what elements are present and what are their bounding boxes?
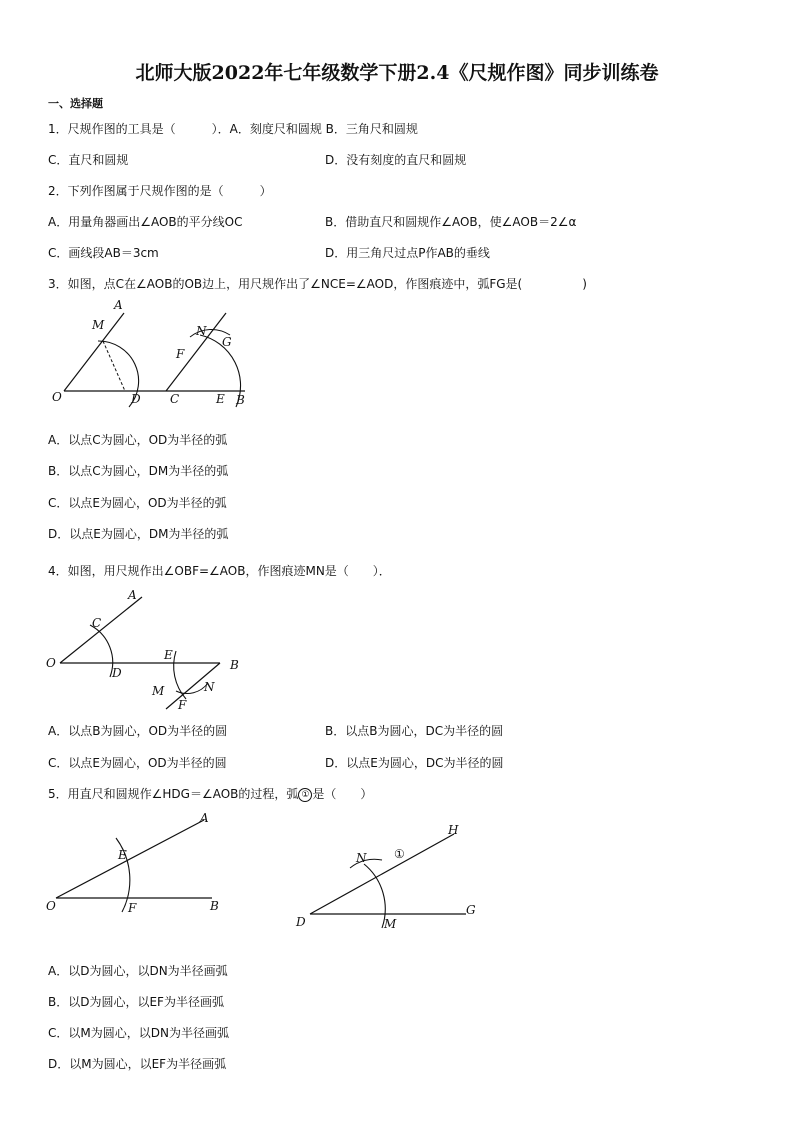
q2-option-b: B．借助直尺和圆规作∠AOB，使∠AOB＝2∠α — [325, 215, 577, 229]
q5-option-c: C．以M为圆心，以DN为半径画弧 — [48, 1026, 229, 1040]
q4-label-d: D — [112, 666, 122, 680]
q1-option-d: D．没有刻度的直尺和圆规 — [325, 153, 467, 167]
q4-label-f: F — [178, 698, 187, 712]
q2-option-a: A．用量角器画出∠AOB的平分线OC — [48, 215, 243, 229]
q5-stem-text: 5．用直尺和圆规作∠HDG＝∠AOB的过程，弧 — [48, 787, 299, 801]
q3-option-b: B．以点C为圆心，DM为半径的弧 — [48, 464, 229, 478]
q5-stem-end: 是（ ） — [312, 787, 373, 801]
q4-label-m: M — [152, 684, 165, 698]
q4-figure — [40, 585, 260, 720]
q5-left-label-f: F — [128, 901, 137, 915]
q5-figure-right — [290, 818, 490, 933]
section-heading: 一、选择题 — [48, 97, 103, 110]
q4-option-a: A．以点B为圆心，OD为半径的圆 — [48, 724, 228, 738]
q5-left-label-e: E — [118, 848, 127, 862]
q5-figure-left — [40, 808, 240, 923]
q5-option-a: A．以D为圆心，以DN为半径画弧 — [48, 964, 228, 978]
q5-left-label-o: O — [46, 899, 56, 913]
q2-option-d: D．用三角尺过点P作AB的垂线 — [325, 246, 490, 260]
arc-1-mark: ① — [298, 788, 312, 802]
q4-stem: 4．如图，用尺规作出∠OBF=∠AOB，作图痕迹MN是（ ）． — [48, 564, 391, 578]
q4-label-o: O — [46, 656, 56, 670]
q5-right-label-g: G — [466, 903, 476, 917]
q4-label-a: A — [128, 588, 137, 602]
q3-option-a: A．以点C为圆心，OD为半径的弧 — [48, 433, 228, 447]
q4-label-e: E — [164, 648, 173, 662]
q4-label-c: C — [92, 616, 102, 630]
q3-label-a: A — [114, 298, 123, 312]
q5-option-b: B．以D为圆心，以EF为半径画弧 — [48, 995, 224, 1009]
q4-label-b: B — [230, 658, 239, 672]
q5-right-label-n: N — [356, 851, 367, 865]
q3-label-f: F — [176, 347, 185, 361]
q3-label-b: B — [236, 393, 245, 407]
q3-label-d: D — [131, 392, 141, 406]
q3-label-c: C — [170, 392, 180, 406]
q3-label-o: O — [52, 390, 62, 404]
q3-label-g: G — [222, 335, 232, 349]
q3-label-m: M — [92, 318, 105, 332]
q5-right-label-d: D — [296, 915, 306, 929]
q1-option-c: C．直尺和圆规 — [48, 153, 129, 167]
q4-option-d: D．以点E为圆心，DC为半径的圆 — [325, 756, 504, 770]
q5-right-label-m: M — [384, 917, 397, 931]
q4-label-n: N — [204, 680, 215, 694]
q3-label-e: E — [216, 392, 225, 406]
q3-figure — [40, 295, 260, 415]
q3-label-n: N — [196, 324, 207, 338]
page-title: 北师大版2022年七年级数学下册2.4《尺规作图》同步训练卷 — [135, 62, 659, 84]
q5-stem — [48, 785, 372, 802]
q4-option-b: B．以点B为圆心，DC为半径的圆 — [325, 724, 504, 738]
q5-option-d: D．以M为圆心，以EF为半径画弧 — [48, 1057, 227, 1071]
q3-stem: 3．如图，点C在∠AOB的OB边上，用尺规作出了∠NCE=∠AOD，作图痕迹中，弧FG是( ) — [48, 277, 587, 291]
q5-left-label-a: A — [200, 811, 209, 825]
q1-stem: 1．尺规作图的工具是（ ）．A．刻度尺和圆规 B．三角尺和圆规 — [48, 122, 418, 136]
q2-stem: 2．下列作图属于尺规作图的是（ ） — [48, 184, 272, 198]
q3-option-d: D．以点E为圆心，DM为半径的弧 — [48, 527, 229, 541]
q5-right-label-arc-1: ① — [394, 847, 405, 861]
q5-right-label-h: H — [448, 823, 459, 837]
q3-option-c: C．以点E为圆心，OD为半径的弧 — [48, 496, 227, 510]
q5-left-label-b: B — [210, 899, 219, 913]
q2-option-c: C．画线段AB＝3cm — [48, 246, 159, 260]
q4-option-c: C．以点E为圆心，OD为半径的圆 — [48, 756, 227, 770]
